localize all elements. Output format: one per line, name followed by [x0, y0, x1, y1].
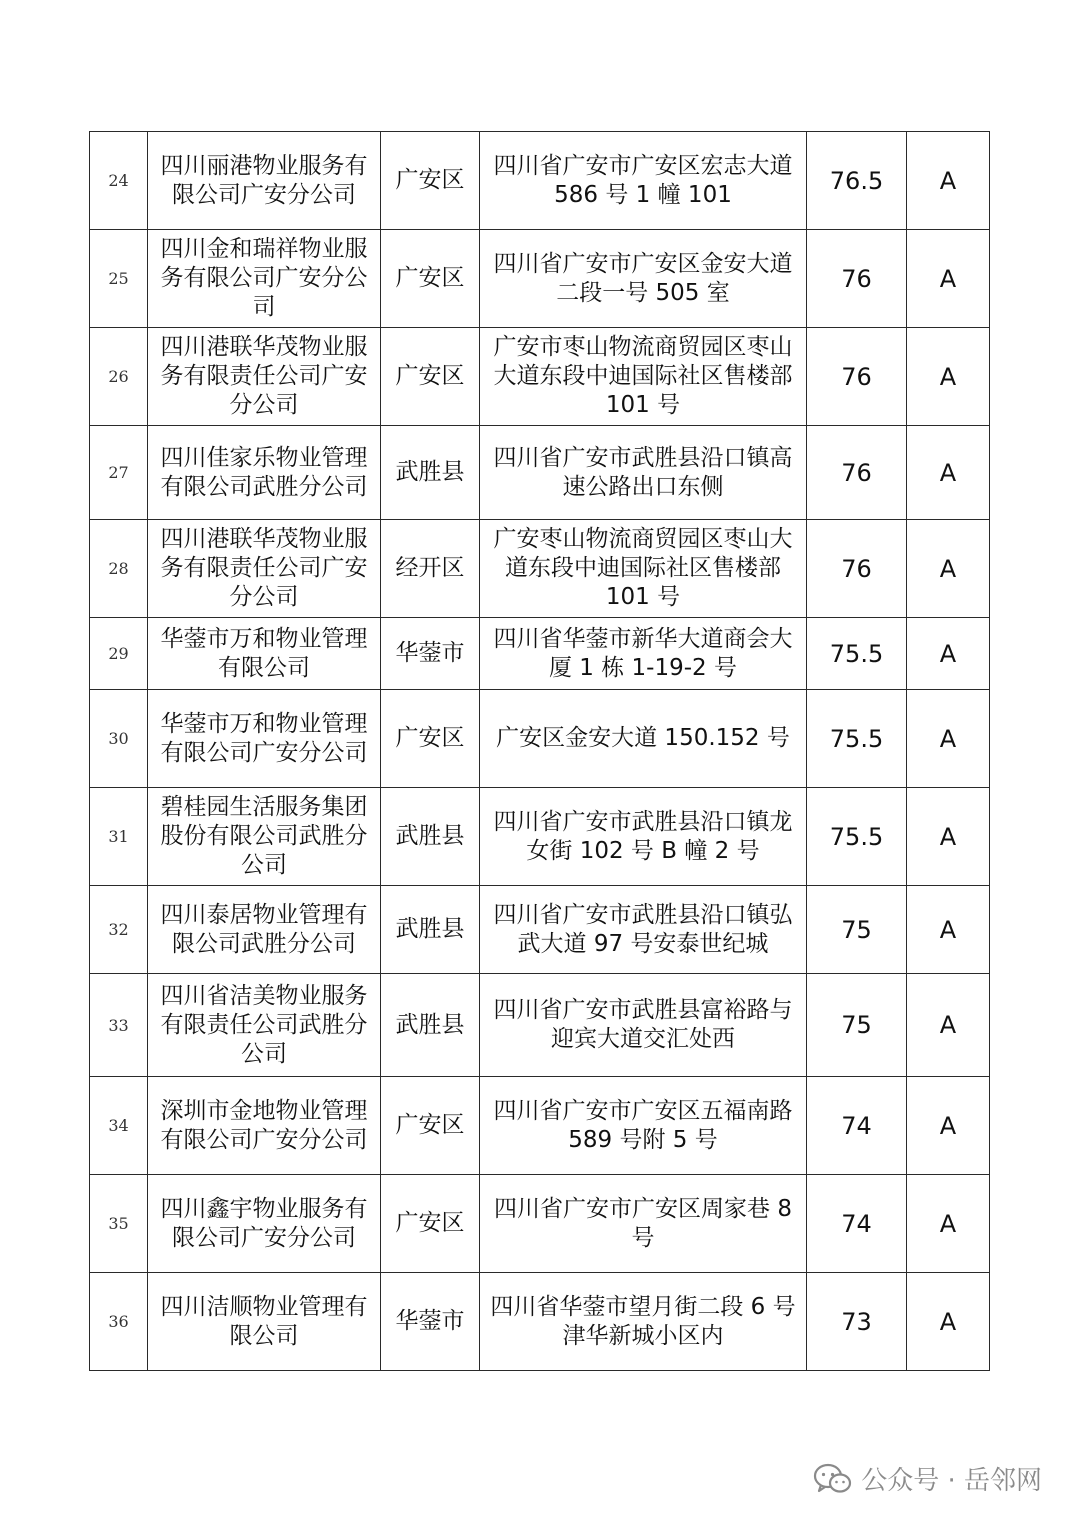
- cell-score: 75.5: [807, 690, 907, 788]
- cell-grade: A: [907, 1273, 990, 1371]
- cell-grade: A: [907, 886, 990, 974]
- cell-grade: A: [907, 328, 990, 426]
- cell-area: 武胜县: [381, 426, 480, 520]
- table-row: [90, 618, 990, 690]
- cell-area: 广安区: [381, 1077, 480, 1175]
- cell-number: 25: [90, 230, 148, 328]
- cell-address: 广安区金安大道 150.152 号: [480, 690, 807, 788]
- cell-area: 华蓥市: [381, 618, 480, 690]
- cell-grade: A: [907, 1175, 990, 1273]
- cell-number: 29: [90, 618, 148, 690]
- watermark: [813, 1460, 1042, 1497]
- cell-address: 四川省广安市广安区金安大道二段一号 505 室: [480, 230, 807, 328]
- table-row: [90, 690, 990, 788]
- watermark-text: 公众号 · 岳邻网: [861, 1466, 1042, 1496]
- cell-company-name: 四川鑫宇物业服务有限公司广安分公司: [148, 1175, 381, 1273]
- cell-number: 27: [90, 426, 148, 520]
- cell-company-name: 四川泰居物业管理有限公司武胜分公司: [148, 886, 381, 974]
- cell-area: 广安区: [381, 690, 480, 788]
- cell-number: 30: [90, 690, 148, 788]
- cell-company-name: 四川洁顺物业管理有限公司: [148, 1273, 381, 1371]
- cell-number: 32: [90, 886, 148, 974]
- cell-grade: A: [907, 520, 990, 618]
- cell-number: 28: [90, 520, 148, 618]
- cell-score: 76: [807, 230, 907, 328]
- cell-number: 24: [90, 132, 148, 230]
- cell-address: 四川省广安市武胜县沿口镇龙女街 102 号 B 幢 2 号: [480, 788, 807, 886]
- table-row: [90, 328, 990, 426]
- cell-company-name: 深圳市金地物业管理有限公司广安分公司: [148, 1077, 381, 1175]
- ranking-table-container: [89, 131, 989, 1371]
- cell-score: 76: [807, 520, 907, 618]
- cell-company-name: 四川省洁美物业服务有限责任公司武胜分公司: [148, 974, 381, 1077]
- cell-grade: A: [907, 230, 990, 328]
- cell-area: 武胜县: [381, 788, 480, 886]
- cell-area: 华蓥市: [381, 1273, 480, 1371]
- cell-score: 73: [807, 1273, 907, 1371]
- cell-number: 36: [90, 1273, 148, 1371]
- cell-address: 四川省华蓥市新华大道商会大厦 1 栋 1-19-2 号: [480, 618, 807, 690]
- cell-area: 广安区: [381, 132, 480, 230]
- cell-area: 广安区: [381, 328, 480, 426]
- table-row: [90, 520, 990, 618]
- cell-number: 26: [90, 328, 148, 426]
- cell-company-name: 四川金和瑞祥物业服务有限公司广安分公司: [148, 230, 381, 328]
- cell-address: 四川省广安市武胜县沿口镇高速公路出口东侧: [480, 426, 807, 520]
- cell-score: 75.5: [807, 788, 907, 886]
- cell-address: 广安枣山物流商贸园区枣山大道东段中迪国际社区售楼部 101 号: [480, 520, 807, 618]
- cell-score: 76.5: [807, 132, 907, 230]
- table-row: [90, 788, 990, 886]
- cell-score: 74: [807, 1175, 907, 1273]
- wechat-icon: [813, 1462, 853, 1496]
- cell-area: 武胜县: [381, 886, 480, 974]
- cell-number: 33: [90, 974, 148, 1077]
- cell-company-name: 四川港联华茂物业服务有限责任公司广安分公司: [148, 328, 381, 426]
- cell-grade: A: [907, 132, 990, 230]
- cell-score: 75: [807, 886, 907, 974]
- cell-area: 经开区: [381, 520, 480, 618]
- cell-area: 广安区: [381, 1175, 480, 1273]
- table-row: [90, 1077, 990, 1175]
- cell-number: 35: [90, 1175, 148, 1273]
- cell-company-name: 华蓥市万和物业管理有限公司: [148, 618, 381, 690]
- ranking-table: [89, 131, 990, 1371]
- cell-company-name: 四川港联华茂物业服务有限责任公司广安分公司: [148, 520, 381, 618]
- cell-company-name: 碧桂园生活服务集团股份有限公司武胜分公司: [148, 788, 381, 886]
- cell-grade: A: [907, 690, 990, 788]
- table-row: [90, 426, 990, 520]
- cell-grade: A: [907, 1077, 990, 1175]
- cell-company-name: 四川佳家乐物业管理有限公司武胜分公司: [148, 426, 381, 520]
- cell-address: 四川省广安市武胜县沿口镇弘武大道 97 号安泰世纪城: [480, 886, 807, 974]
- table-row: [90, 1175, 990, 1273]
- cell-number: 31: [90, 788, 148, 886]
- table-row: [90, 132, 990, 230]
- cell-score: 76: [807, 426, 907, 520]
- cell-grade: A: [907, 618, 990, 690]
- ranking-table-body: [90, 132, 990, 1371]
- table-row: [90, 1273, 990, 1371]
- cell-score: 76: [807, 328, 907, 426]
- cell-address: 四川省广安市武胜县富裕路与迎宾大道交汇处西: [480, 974, 807, 1077]
- cell-score: 75.5: [807, 618, 907, 690]
- cell-grade: A: [907, 426, 990, 520]
- table-row: [90, 886, 990, 974]
- cell-area: 广安区: [381, 230, 480, 328]
- cell-address: 四川省广安市广安区五福南路 589 号附 5 号: [480, 1077, 807, 1175]
- cell-company-name: 四川丽港物业服务有限公司广安分公司: [148, 132, 381, 230]
- table-row: [90, 230, 990, 328]
- cell-address: 四川省广安市广安区宏志大道 586 号 1 幢 101: [480, 132, 807, 230]
- cell-area: 武胜县: [381, 974, 480, 1077]
- cell-score: 75: [807, 974, 907, 1077]
- cell-number: 34: [90, 1077, 148, 1175]
- cell-address: 四川省广安市广安区周家巷 8 号: [480, 1175, 807, 1273]
- cell-score: 74: [807, 1077, 907, 1175]
- cell-grade: A: [907, 974, 990, 1077]
- cell-grade: A: [907, 788, 990, 886]
- cell-address: 四川省华蓥市望月街二段 6 号津华新城小区内: [480, 1273, 807, 1371]
- cell-address: 广安市枣山物流商贸园区枣山大道东段中迪国际社区售楼部 101 号: [480, 328, 807, 426]
- cell-company-name: 华蓥市万和物业管理有限公司广安分公司: [148, 690, 381, 788]
- table-row: [90, 974, 990, 1077]
